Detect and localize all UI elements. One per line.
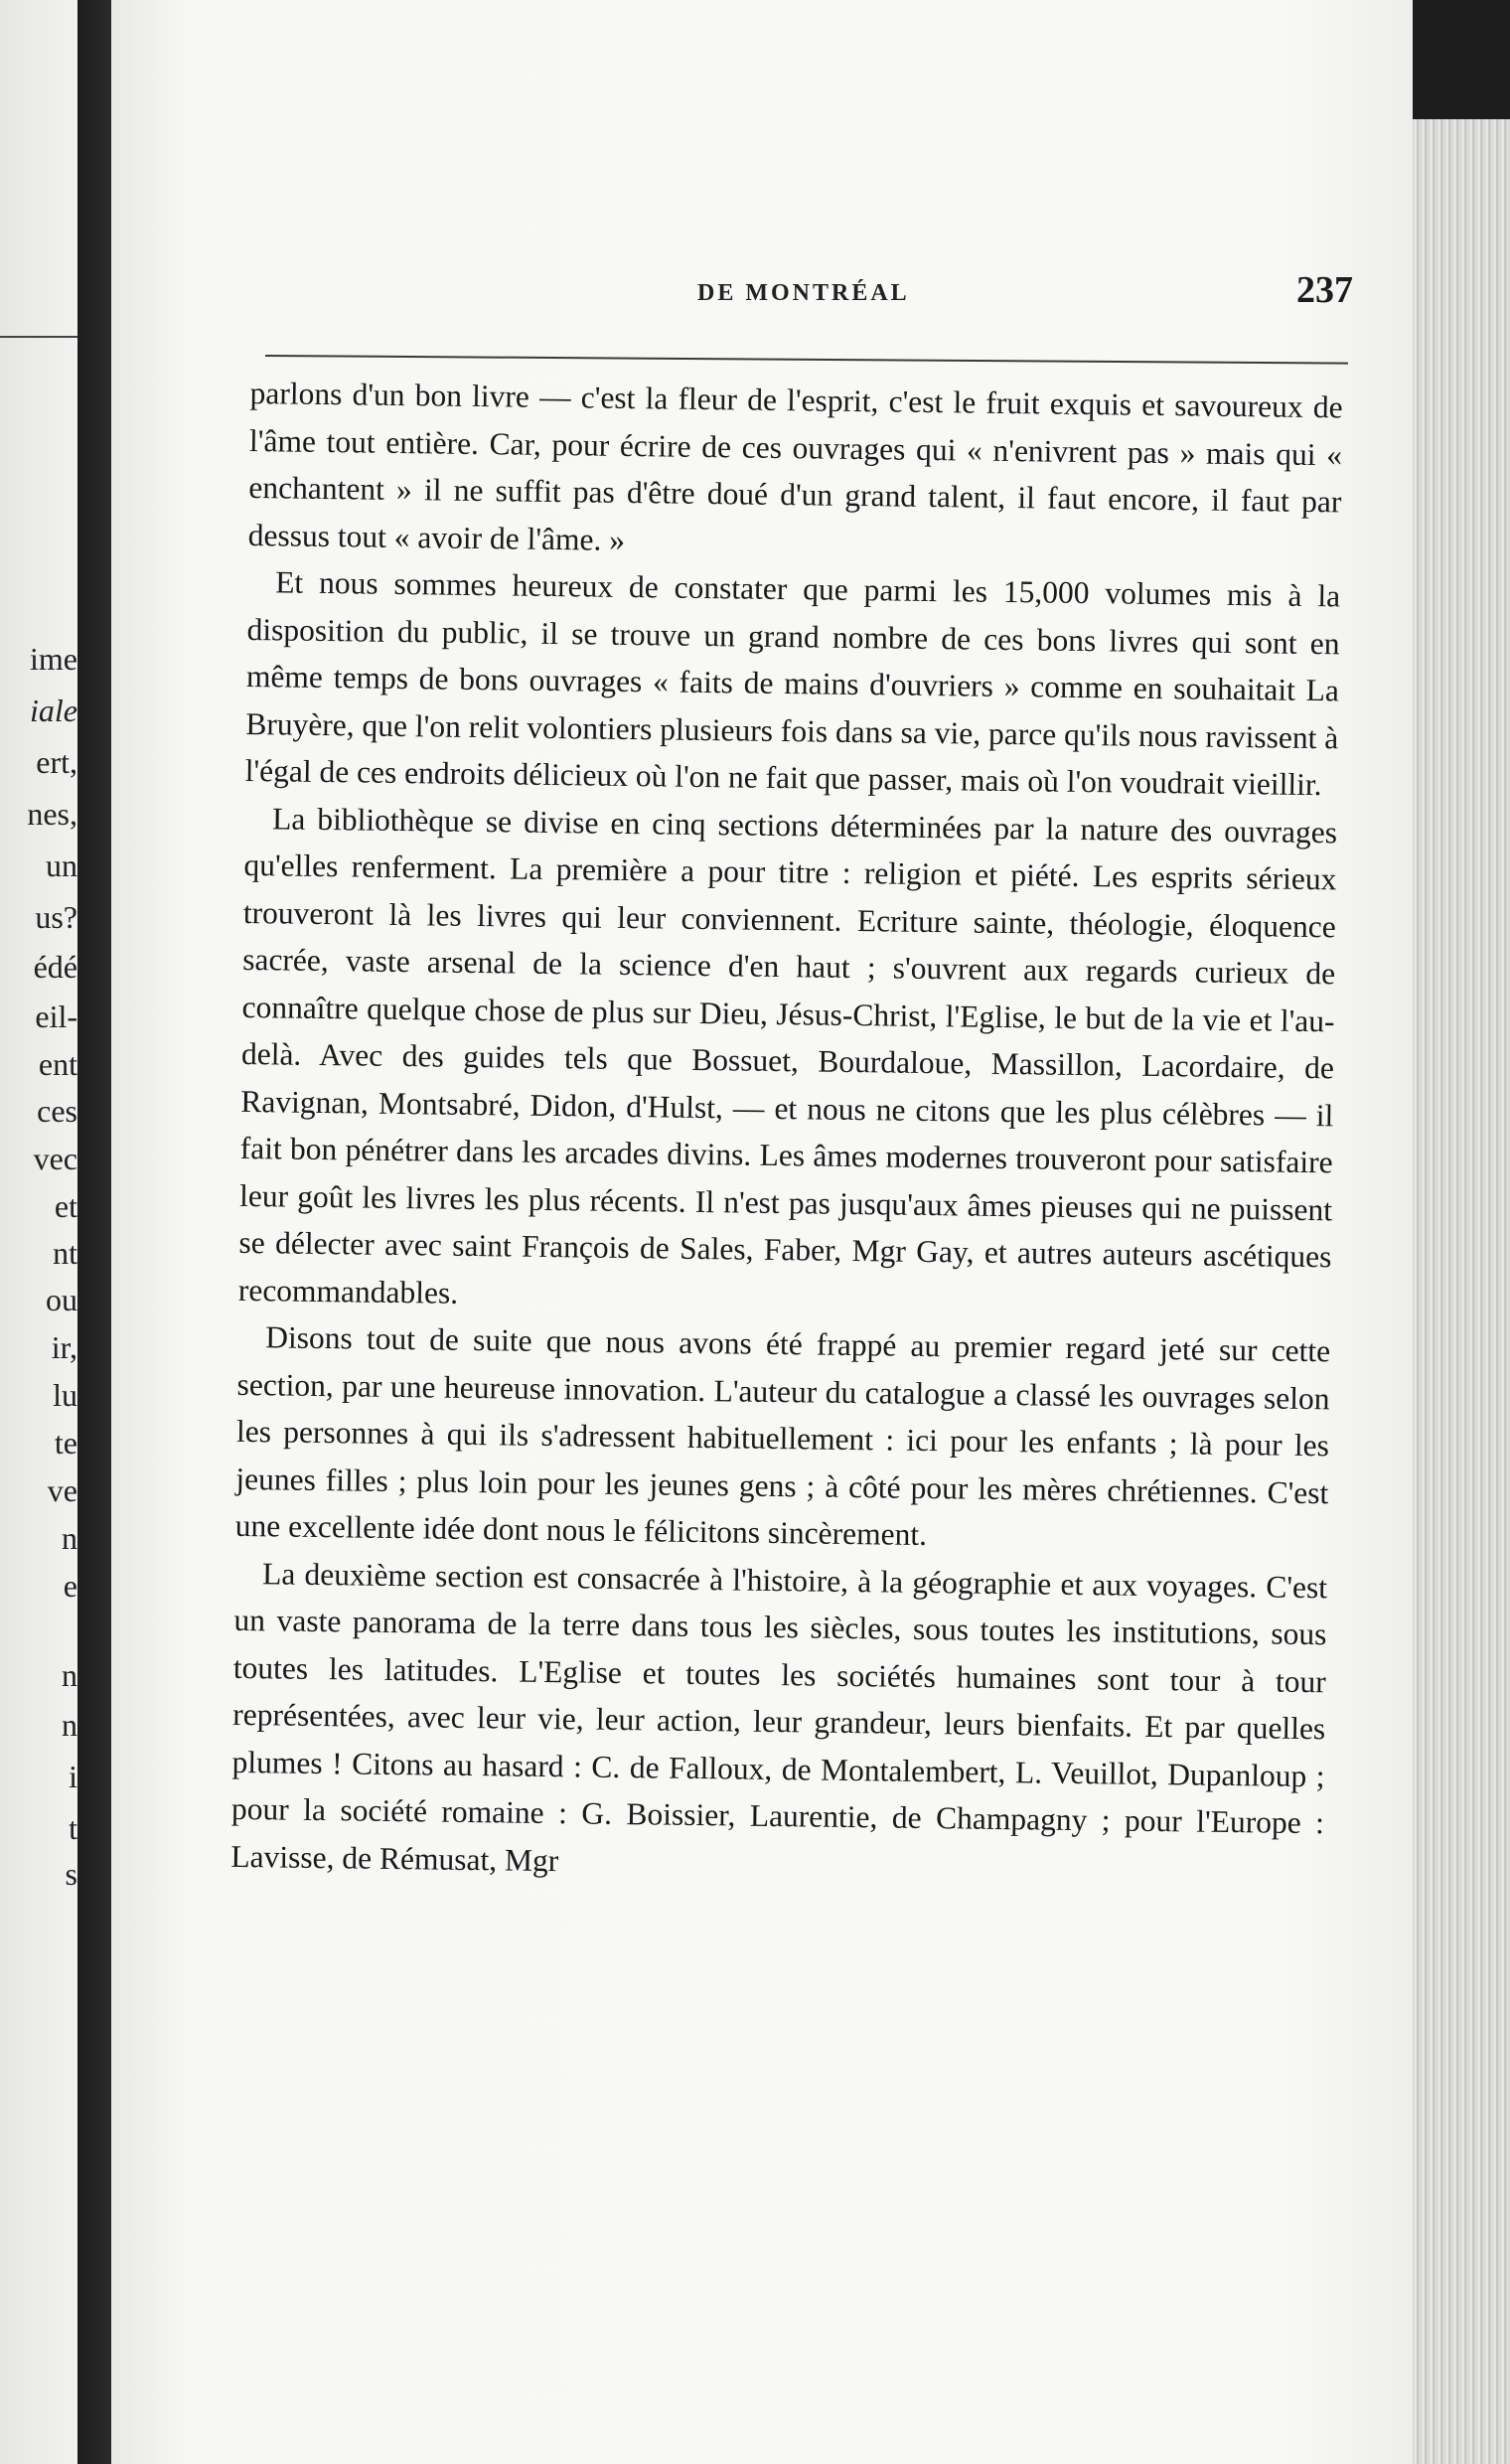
previous-page-edge xyxy=(0,0,77,2464)
margin-fragment: e xyxy=(63,1568,77,1604)
margin-fragment: iale xyxy=(30,693,77,728)
margin-fragment: et xyxy=(54,1188,77,1224)
margin-fragment: ces xyxy=(37,1093,77,1129)
margin-fragment: nt xyxy=(53,1235,77,1271)
margin-fragment: t xyxy=(69,1810,77,1846)
margin-fragment: eil- xyxy=(35,999,77,1034)
margin-fragment: n xyxy=(62,1657,77,1693)
book-page xyxy=(111,0,1413,2464)
paragraph: Et nous sommes heureux de constater que parmi les 15,000 volumes mis à la disposition du public, il se trouve un grand nombre de ces bons livres qui sont en même temps de bons ouvrages « faits de mains d'ouvriers » comme en souhaitait La Bruyère, que l'on relit volontiers plusieurs fois dans sa vie, parce qu'ils nous ravissent à l'égal de ces endroits délicieux où l'on ne fait que passer, mais où l'on voudrait vieillir. xyxy=(244,564,1341,803)
page-number: 237 xyxy=(1296,269,1353,311)
paragraph: La bibliothèque se divise en cinq sections déterminées par la nature des ouvrages qu'elles renferment. La première a pour titre : religion et piété. Les esprits sérieux trouveront là les livres qui leur conviennent. Ecriture sainte, théologie, éloquence sacrée, vaste arsenal de la science d'en haut ; s'ouvrent aux regards curieux de connaître quelque chose de plus sur Dieu, Jésus-Christ, l'Eglise, le but de la vie et l'au-delà. Avec des guides tels que Bossuet, Bourdaloue, Massillon, Lacordaire, de Ravignan, Montsabré, Didon, d'Hulst, — et nous ne citons que les plus célèbres — il fait bon pénétrer dans les arcades divins. Les âmes modernes trouveront pour satisfaire leur goût les livres les plus récents. Il n'est pas jusqu'aux âmes pieuses qui ne puissent se délecter avec saint François de Sales, Faber, Mgr Gay, et autres auteurs ascétiques recommandables. xyxy=(237,800,1338,1310)
margin-fragment: n xyxy=(62,1707,77,1743)
page-stack-shadow xyxy=(1413,0,1510,119)
margin-fragment: ert, xyxy=(36,744,77,780)
margin-fragment: nes, xyxy=(27,796,77,832)
margin-fragment: ve xyxy=(47,1472,77,1508)
margin-fragment: un xyxy=(46,847,77,883)
page-header xyxy=(310,268,1353,328)
previous-page-rule xyxy=(0,336,77,338)
margin-fragment: s xyxy=(65,1856,77,1892)
margin-fragment: n xyxy=(62,1520,77,1556)
body-text xyxy=(230,370,1343,1894)
margin-fragment: ime xyxy=(30,641,77,677)
paragraph: La deuxième section est consacrée à l'histoire, à la géographie et aux voyages. C'est un vaste panorama de la terre dans tous les siècles, sous toutes les institutions, sous toutes les latitudes. L'Eglise et toutes les sociétés humaines sont tour à tour représentées, avec leur vie, leur action, leur grandeur, leurs bienfaits. Et par quelles plumes ! Citons au hasard : C. de Falloux, de Montalembert, L. Veuillot, Dupanloup ; pour la société romaine : G. Boissier, Laurentie, de Champagny ; pour l'Europe : Lavisse, de Rémusat, Mgr xyxy=(230,1555,1328,1878)
margin-fragment: lu xyxy=(53,1377,77,1413)
running-head: DE MONTRÉAL xyxy=(697,280,910,306)
margin-fragment: ir, xyxy=(51,1329,77,1365)
paragraph: Disons tout de suite que nous avons été frappé au premier regard jeté sur cette section, par une heureuse innovation. L'auteur du catalogue a classé les ouvrages selon les personnes à qui ils s'adressent habituellement : ici pour les enfants ; là pour les jeunes filles ; plus loin pour les jeunes gens ; à côté pour les mères chrétiennes. C'est une excellente idée dont nous le félicitons sincèrement. xyxy=(234,1319,1331,1553)
margin-fragment: us? xyxy=(35,899,77,935)
margin-fragment: i xyxy=(69,1759,77,1794)
margin-fragment: ou xyxy=(46,1282,77,1317)
margin-fragment: te xyxy=(54,1425,77,1461)
header-rule xyxy=(265,355,1348,365)
margin-fragment: vec xyxy=(33,1141,77,1176)
margin-fragment: édé xyxy=(33,949,77,985)
paragraph: parlons d'un bon livre — c'est la fleur de l'esprit, c'est le fruit exquis et savoureux de l'âme tout entière. Car, pour écrire de ces ouvrages qui « n'enivrent pas » mais qui « enchantent » il ne suffit pas d'être doué d'un grand talent, il faut encore, il faut par dessus tout « avoir de l'âme. » xyxy=(247,375,1343,557)
margin-fragment: ent xyxy=(38,1046,77,1082)
page-stack-edge xyxy=(1413,0,1510,2464)
